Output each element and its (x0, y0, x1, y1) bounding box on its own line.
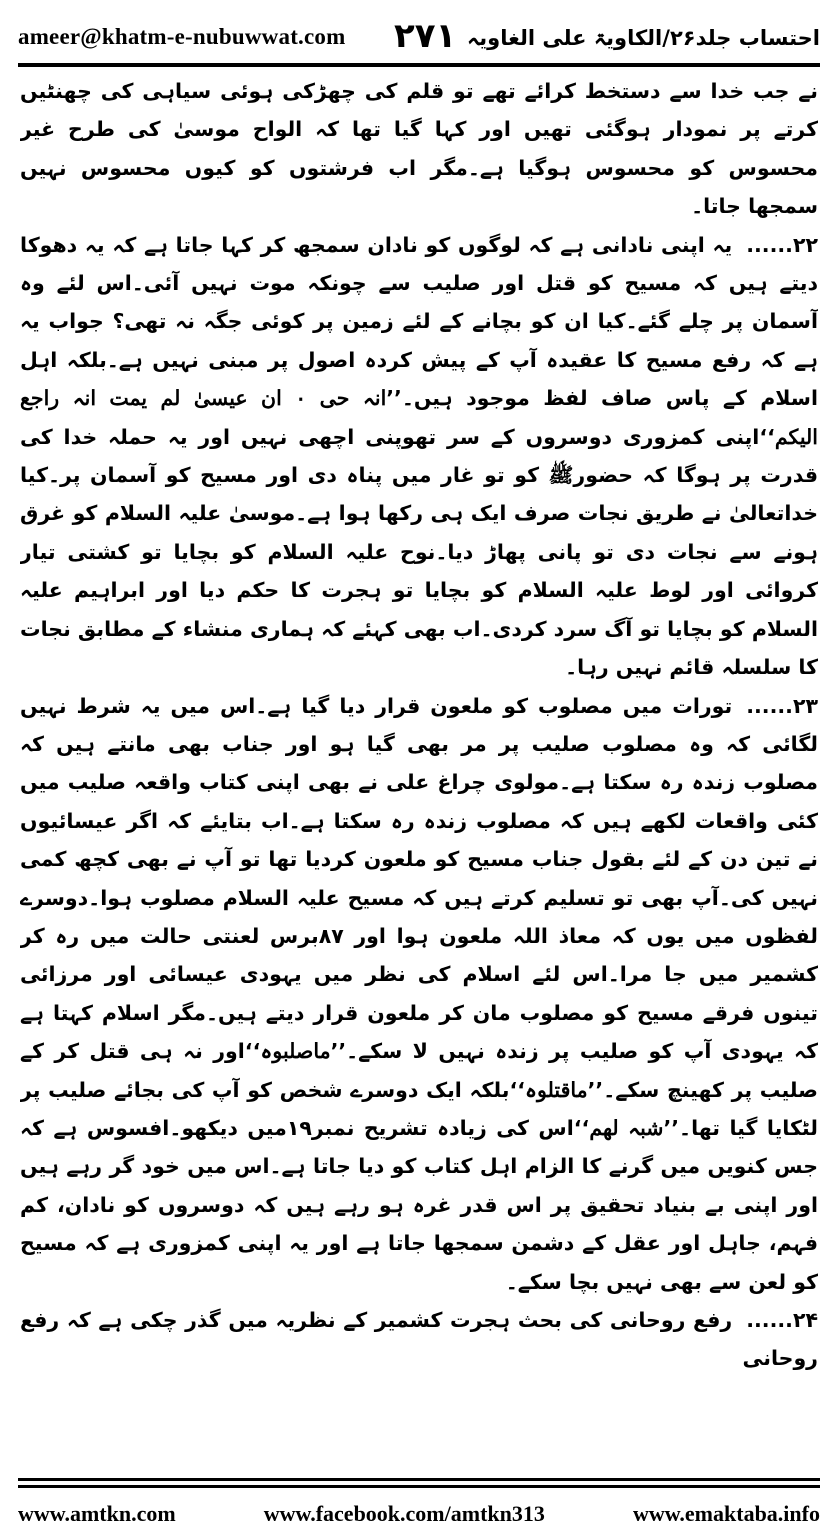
paragraph-23 (20, 687, 818, 1302)
footer-link-amtkn: www.amtkn.com (18, 1501, 176, 1526)
paragraph-24 (20, 1301, 818, 1378)
arabic-quote: شبہ لھم (589, 1115, 664, 1140)
page-number: ۲۷۱ (394, 16, 457, 56)
paragraph-text: تورات میں مصلوب کو ملعون قرار دیا گیا ہے۔اس میں یہ شرط نہیں لگائی کہ وہ مصلوب صلیب پر مر بھی گیا ہو اور جناب بھی مانتے ہیں کہ مصلوب زندہ رہ سکتا ہے۔مولوی چراغ علی نے بھی اپنی کتاب واقعہ صلیب میں کئی واقعات لکھے ہیں کہ مصلوب زندہ رہ سکتا ہے۔اب بتایئے کہ اگر عیسائیوں نے تین دن کے لئے بقول جناب مسیح کو ملعون کردیا تھا تو آپ نے بھی کچھ کمی نہیں کی۔آپ بھی تو تسلیم کرتے ہیں کہ مسیح علیہ السلام مصلوب ہوا۔دوسرے لفظوں میں یوں کہ معاذ اللہ ملعون ہوا اور ۸۷برس لعنتی حالت میں رہ کر کشمیر میں جا مرا۔اس لئے اسلام کی نظر میں یہودی عیسائی اور مرزائی تینوں فرقے مسیح کو مصلوب مان کر ملعون قرار دیتے ہیں۔مگر اسلام کہتا ہے کہ یہودی آپ کو صلیب پر زندہ نہیں لا سکے۔’’ (20, 693, 818, 1064)
page-header (18, 14, 820, 62)
paragraph-text-cont: ‘‘اور نہ ہی قتل کر کے صلیب پر کھینچ سکے۔’’ (20, 1039, 818, 1102)
footer-link-facebook: www.facebook.com/amtkn313 (263, 1501, 545, 1526)
paragraph-text-cont: ‘‘اپنی کمزوری دوسروں کے سر تھوپنی اچھی نہیں اور یہ حملہ خدا کی قدرت پر ہوگا کہ حضورﷺ کو تو غار میں پناہ دی اور مسیح کو آسمان پر۔کیا خداتعالیٰ نے طریق نجات صرف ایک ہی رکھا ہوا ہے۔موسیٰ علیہ السلام کو غرق ہونے سے نجات دی تو پانی پھاڑ دیا۔نوح علیہ السلام کو بچایا تو کشتی تیار کروائی اور لوط علیہ السلام کو بچایا تو ہجرت کا حکم دیا اور ابراہیم علیہ السلام کو بچایا تو آگ سرد کردی۔اب بھی کہئے کہ ہماری منشاء کے مطابق نجات کا سلسلہ قائم نہیں رہا۔ (20, 424, 818, 680)
paragraph-text: نے جب خدا سے دستخط کرائے تھے تو قلم کی چھڑکی ہوئی سیاہی کی چھنٹیں کرتے پر نمودار ہوگئی تھیں اور کہا گیا تھا کہ الواح موسیٰ کی طرح غیر محسوس کو محسوس ہوگیا ہے۔مگر اب فرشتوں کو کیوں محسوس نہیں سمجھا جاتا۔ (20, 79, 818, 219)
arabic-quote: ماصلبوہ (260, 1039, 331, 1064)
arabic-quote: انہ حی ۰ ان عیسیٰ لم یمت انہ راجع الیکم (20, 386, 818, 449)
paragraph-number: ۲۳...... (746, 693, 818, 718)
footer-divider-top (18, 1478, 820, 1481)
footer-link-emaktaba: www.emaktaba.info (632, 1501, 820, 1526)
footer-divider-bottom (18, 1485, 820, 1488)
paragraph-22 (20, 226, 818, 687)
paragraph-text: یہ اپنی نادانی ہے کہ لوگوں کو نادان سمجھ کر کہا جاتا ہے کہ یہ دھوکا دیتے ہیں کہ مسیح کو قتل اور صلیب سے چونکہ موت نہیں آئی۔اس لئے وہ آسمان پر چلے گئے۔کیا ان کو بچانے کے لئے زمین پر کوئی جگہ نہ تھی؟ جواب یہ ہے کہ رفع مسیح کا عقیدہ آپ کے پیش کردہ اصول پر مبنی نہیں ہے۔بلکہ اہل اسلام کے پاس صاف لفظ موجود ہیں۔’’ (20, 232, 818, 411)
header-divider (18, 63, 820, 67)
paragraph-continued (20, 72, 818, 226)
paragraph-number: ۲۲...... (746, 232, 818, 257)
page-footer (18, 1496, 820, 1532)
paragraph-text: رفع روحانی کی بحث ہجرت کشمیر کے نظریہ میں گذر چکی ہے کہ رفع روحانی (20, 1308, 818, 1371)
header-email: ameer@khatm-e-nubuwwat.com (18, 24, 346, 49)
book-title: احتساب جلد۲۶/الکاویۃ علی الغاویہ (466, 26, 820, 50)
paragraph-number: ۲۴...... (746, 1308, 818, 1332)
paragraph-text-cont: ‘‘بلکہ ایک دوسرے شخص کو آپ کی بجائے صلیب پر لٹکایا گیا تھا۔’’ (20, 1077, 818, 1140)
body-text (20, 72, 818, 1467)
paragraph-text-cont: ‘‘اس کی زیادہ تشریح نمبر۱۹میں دیکھو۔افسوس ہے کہ جس کنویں میں گرنے کا الزام اہل کتاب کو دیا جاتا ہے۔اس میں خود گر رہے ہیں اور اپنی بے بنیاد تحقیق پر اس قدر غرہ ہو رہے ہیں کہ دوسروں کو نادان، کم فہم، جاہل اور عقل کے دشمن سمجھا جاتا ہے اور یہ اپنی کمزوری ہے کہ مسیح کو لعن سے بھی نہیں بچا سکے۔ (20, 1115, 818, 1294)
arabic-quote: ماقتلوہ (525, 1077, 588, 1102)
